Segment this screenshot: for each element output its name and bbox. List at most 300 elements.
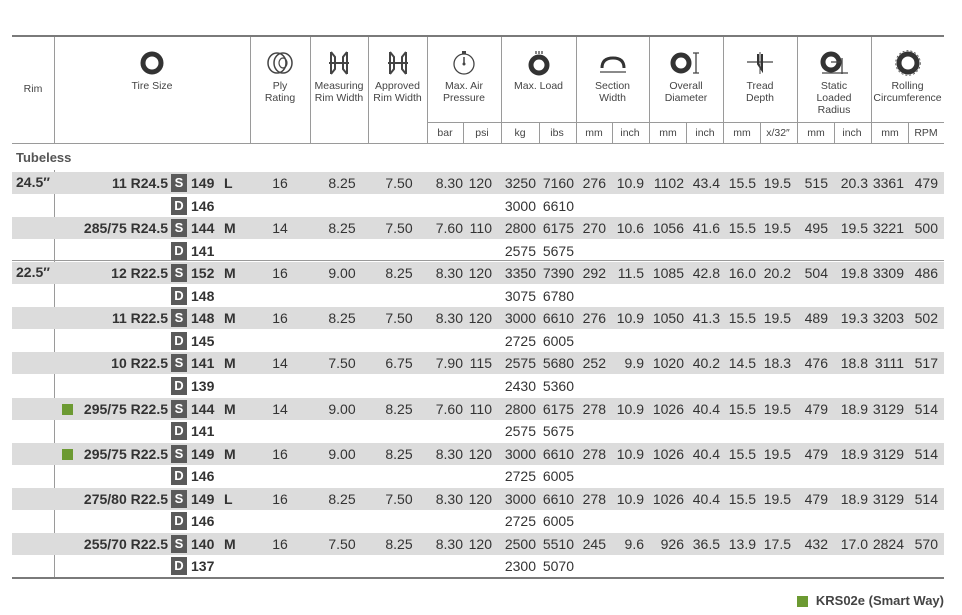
cell-ply (250, 555, 310, 577)
cell-lbs: 5360 (542, 377, 574, 394)
cell-sw-in (606, 555, 644, 577)
cell-sw-mm: 245 (582, 535, 606, 552)
cell-kg: 3000 (504, 490, 536, 507)
header-tire-size (54, 37, 250, 92)
cell-td-mm: 15.5 (728, 400, 756, 417)
section-tubeless: Tubeless (16, 150, 72, 165)
single-badge: S (171, 400, 187, 418)
unit-label: mm (585, 127, 603, 139)
cell-kg: 2800 (504, 220, 536, 237)
header-ply-label: Ply Rating (264, 80, 296, 104)
cell-od-mm (646, 330, 684, 352)
cell-td-mm: 13.9 (728, 535, 756, 552)
cell-kg: 2725 (504, 513, 536, 530)
cell-lbs: 6005 (542, 468, 574, 485)
cell-sw-mm: 292 (582, 265, 606, 282)
cell-ply (250, 420, 310, 442)
cell-slr-in (830, 240, 868, 262)
cell-ply: 16 (272, 310, 288, 327)
cell-slr-mm: 479 (804, 490, 828, 507)
cell-td-mm (718, 375, 756, 397)
dual-badge: D (171, 332, 187, 350)
cell-td-mm: 15.5 (728, 220, 756, 237)
tire-size-label: 10 R22.5 (111, 355, 168, 372)
tire-size-cell (60, 488, 250, 510)
cell-lbs: 6175 (542, 400, 574, 417)
table-row (12, 465, 944, 487)
cell-mrw (310, 375, 374, 397)
dual-badge: D (171, 422, 187, 440)
cell-psi (455, 330, 492, 352)
cell-ply: 14 (272, 400, 288, 417)
cell-psi (455, 240, 492, 262)
cell-od-mm: 1026 (652, 400, 684, 417)
cell-td-32 (753, 555, 791, 577)
cell-bar: 8.30 (435, 445, 463, 462)
unit-label: kg (514, 127, 526, 139)
cell-sw-mm: 276 (582, 310, 606, 327)
speed-symbol: M (224, 310, 236, 327)
cell-sw-mm: 278 (582, 445, 606, 462)
tire-size-cell (60, 307, 250, 329)
cell-mrw: 9.00 (328, 400, 356, 417)
cell-od-in (682, 195, 720, 217)
tire-size-cell (60, 262, 250, 284)
cell-od-in: 40.4 (692, 400, 720, 417)
header-measuring-label: Measuring Rim Width (314, 80, 364, 104)
cell-td-32 (753, 195, 791, 217)
dual-badge: D (171, 242, 187, 260)
cell-sw-in: 9.9 (624, 355, 644, 372)
cell-bar: 8.30 (435, 490, 463, 507)
header-measuring-rim-width (310, 37, 368, 104)
load-index: 145 (191, 332, 215, 349)
tire-size-cell (60, 420, 250, 442)
cell-slr-mm: 515 (804, 175, 828, 191)
diameter-icon (669, 50, 703, 76)
tire-icon (139, 50, 165, 76)
cell-rpm: 570 (914, 535, 938, 552)
cell-mrw: 8.25 (328, 490, 356, 507)
cell-od-in (682, 330, 720, 352)
cell-slr-mm (790, 330, 828, 352)
cell-sw-mm: 270 (582, 220, 606, 237)
cell-bar: 7.90 (435, 355, 463, 372)
load-index: 137 (191, 558, 215, 575)
cell-sw-in (606, 375, 644, 397)
cell-sw-in (606, 465, 644, 487)
tire-load-icon (526, 50, 552, 76)
header-section-label: Section Width (594, 80, 631, 104)
cell-kg: 3250 (504, 175, 536, 191)
cell-td-32: 19.5 (763, 400, 791, 417)
table-row (12, 307, 944, 329)
cell-sw-in: 10.6 (616, 220, 644, 237)
cell-rc-mm: 3129 (872, 400, 904, 417)
cell-td-32: 19.5 (763, 445, 791, 462)
load-index: 149 (191, 490, 215, 507)
tread-depth-icon (745, 50, 775, 76)
tire-ply-icon (265, 50, 295, 76)
cell-sw-in (606, 240, 644, 262)
cell-od-mm (646, 465, 684, 487)
single-badge: S (171, 309, 187, 327)
unit-label: inch (695, 127, 715, 139)
table-bottom-rule (12, 577, 944, 579)
load-index: 141 (191, 355, 215, 372)
header-pressure-label: Max. Air Pressure (442, 80, 485, 104)
cell-sw-mm (568, 195, 606, 217)
tire-size-cell (60, 465, 250, 487)
cell-td-32 (753, 510, 791, 532)
header-ply-rating (250, 37, 310, 104)
load-index: 141 (191, 242, 215, 259)
dual-badge: D (171, 512, 187, 530)
cell-psi (455, 510, 492, 532)
cell-bar: 8.30 (435, 265, 463, 282)
header-rim (12, 83, 54, 95)
cell-od-mm (646, 420, 684, 442)
tire-size-cell (60, 443, 250, 465)
rim-width-icon (327, 50, 351, 76)
cell-sw-mm (568, 240, 606, 262)
cell-psi: 120 (468, 445, 492, 462)
cell-mrw: 8.25 (328, 220, 356, 237)
load-index: 144 (191, 400, 215, 417)
cell-psi (455, 375, 492, 397)
cell-kg: 3000 (504, 310, 536, 327)
table-row (12, 330, 944, 352)
green-square-icon (797, 596, 808, 607)
cell-rc-mm (866, 465, 904, 487)
cell-ply (250, 465, 310, 487)
single-badge: S (171, 490, 187, 508)
table-row (12, 195, 944, 217)
cell-rpm (900, 420, 938, 442)
dual-badge: D (171, 197, 187, 215)
cell-slr-in: 17.0 (840, 535, 868, 552)
cell-td-mm (718, 240, 756, 262)
load-index: 149 (191, 175, 215, 191)
cell-rpm: 479 (914, 175, 938, 191)
cell-arw: 7.50 (385, 490, 413, 507)
cell-sw-in: 10.9 (616, 445, 644, 462)
cell-kg: 2575 (504, 242, 536, 259)
cell-slr-in: 19.3 (840, 310, 868, 327)
header-overall-diameter (649, 37, 723, 104)
dual-badge: D (171, 467, 187, 485)
cell-slr-mm: 504 (804, 265, 828, 282)
table-row (12, 398, 944, 420)
cell-ply: 14 (272, 220, 288, 237)
cell-arw: 8.25 (385, 265, 413, 282)
cell-td-32: 20.2 (763, 265, 791, 282)
cell-ply (250, 195, 310, 217)
cell-sw-in (606, 195, 644, 217)
cell-slr-mm (790, 510, 828, 532)
cell-slr-in (830, 330, 868, 352)
load-index: 146 (191, 513, 215, 530)
cell-od-mm (646, 240, 684, 262)
cell-slr-in: 18.9 (840, 490, 868, 507)
header-rim-label: Rim (23, 83, 43, 95)
cell-td-32 (753, 240, 791, 262)
header-approved-label: Approved Rim Width (373, 80, 422, 104)
table-row (12, 420, 944, 442)
cell-arw: 7.50 (385, 175, 413, 191)
cell-psi: 120 (468, 310, 492, 327)
cell-slr-mm: 489 (804, 310, 828, 327)
cell-sw-in: 10.9 (616, 310, 644, 327)
cell-od-in (682, 285, 720, 307)
cell-sw-mm: 278 (582, 490, 606, 507)
cell-slr-mm: 479 (804, 400, 828, 417)
cell-slr-mm: 495 (804, 220, 828, 237)
cell-td-32 (753, 375, 791, 397)
cell-rpm (900, 240, 938, 262)
rim-group-divider (12, 260, 944, 261)
table-row (12, 172, 944, 194)
unit-label: mm (659, 127, 677, 139)
cell-td-mm (718, 465, 756, 487)
cell-lbs: 5070 (542, 558, 574, 575)
load-index: 148 (191, 287, 215, 304)
header-section-width (576, 37, 649, 104)
cell-td-32: 19.5 (763, 310, 791, 327)
cell-psi (455, 465, 492, 487)
cell-rpm (900, 465, 938, 487)
single-badge: S (171, 174, 187, 192)
cell-arw: 8.25 (385, 400, 413, 417)
cell-lbs: 5680 (542, 355, 574, 372)
tire-size-cell (60, 533, 250, 555)
tire-size-label: 285/75 R24.5 (83, 220, 168, 237)
tire-size-label: 12 R22.5 (111, 265, 168, 282)
tire-size-cell (60, 510, 250, 532)
cell-td-mm: 14.5 (728, 355, 756, 372)
speed-symbol: L (224, 490, 233, 507)
header-tread-label: Tread Depth (745, 80, 775, 104)
tire-size-label: 11 R22.5 (111, 310, 168, 327)
cell-slr-in (830, 420, 868, 442)
cell-rc-mm (866, 420, 904, 442)
cell-rpm (900, 375, 938, 397)
cell-mrw: 7.50 (328, 535, 356, 552)
cell-bar: 7.60 (435, 400, 463, 417)
cell-td-mm: 15.5 (728, 490, 756, 507)
tire-size-cell (60, 195, 250, 217)
cell-od-in: 40.4 (692, 490, 720, 507)
cell-rc-mm: 3309 (872, 265, 904, 282)
cell-sw-mm: 252 (582, 355, 606, 372)
table-row (12, 240, 944, 262)
cell-lbs: 6610 (542, 445, 574, 462)
cell-slr-mm: 476 (804, 355, 828, 372)
cell-td-mm: 15.5 (728, 310, 756, 327)
cell-sw-in: 10.9 (616, 400, 644, 417)
cell-sw-mm (568, 285, 606, 307)
cell-od-mm: 1026 (652, 445, 684, 462)
cell-sw-mm: 276 (582, 175, 606, 191)
cell-rpm (900, 330, 938, 352)
cell-mrw: 7.50 (328, 355, 356, 372)
cell-mrw: 9.00 (328, 265, 356, 282)
legend-label: KRS02e (Smart Way) (815, 593, 944, 608)
cell-kg: 2500 (504, 535, 536, 552)
cell-rc-mm (866, 375, 904, 397)
cell-ply (250, 375, 310, 397)
cell-rpm (900, 555, 938, 577)
cell-lbs: 6175 (542, 220, 574, 237)
cell-lbs: 6005 (542, 513, 574, 530)
cell-sw-mm (568, 420, 606, 442)
tire-size-cell (60, 240, 250, 262)
cell-od-mm (646, 555, 684, 577)
speed-symbol: M (224, 220, 236, 237)
tire-size-cell (60, 172, 250, 194)
cell-ply (250, 510, 310, 532)
cell-arw: 8.25 (385, 535, 413, 552)
cell-td-mm (718, 555, 756, 577)
cell-rpm: 514 (914, 490, 938, 507)
cell-td-32: 19.5 (763, 220, 791, 237)
cell-slr-in (830, 285, 868, 307)
cell-od-mm: 1056 (652, 220, 684, 237)
cell-ply: 16 (272, 490, 288, 507)
cell-kg: 2575 (504, 423, 536, 440)
cell-od-in (682, 555, 720, 577)
cell-mrw (310, 420, 374, 442)
cell-od-mm (646, 195, 684, 217)
cell-rc-mm: 3221 (872, 220, 904, 237)
cell-slr-in (830, 555, 868, 577)
cell-slr-mm (790, 285, 828, 307)
cell-kg: 2430 (504, 377, 536, 394)
cell-od-mm: 1102 (653, 175, 684, 191)
cell-arw: 8.25 (385, 445, 413, 462)
header-max-load (501, 37, 576, 92)
cell-rc-mm: 3129 (872, 490, 904, 507)
load-index: 146 (191, 468, 215, 485)
table-row (12, 352, 944, 374)
cell-rc-mm: 3203 (872, 310, 904, 327)
header-radius-label: Static Loaded Radius (816, 80, 852, 116)
loaded-radius-icon (818, 50, 850, 76)
cell-lbs: 5675 (542, 242, 574, 259)
cell-od-in (682, 465, 720, 487)
cell-psi (455, 285, 492, 307)
cell-td-32 (753, 465, 791, 487)
single-badge: S (171, 219, 187, 237)
tire-size-cell (60, 398, 250, 420)
cell-sw-mm (568, 510, 606, 532)
cell-psi (455, 555, 492, 577)
cell-td-mm (718, 330, 756, 352)
load-index: 140 (191, 535, 215, 552)
cell-rc-mm (866, 555, 904, 577)
cell-sw-in (606, 510, 644, 532)
load-index: 146 (191, 197, 215, 214)
rolling-icon (895, 50, 921, 76)
cell-ply: 16 (272, 445, 288, 462)
unit-rule (427, 122, 944, 123)
cell-sw-in (606, 420, 644, 442)
load-index: 144 (191, 220, 215, 237)
speed-symbol: M (224, 355, 236, 372)
tire-size-label: 295/75 R22.5 (83, 445, 168, 462)
cell-psi: 120 (468, 175, 492, 191)
cell-rpm: 502 (914, 310, 938, 327)
cell-lbs: 6780 (542, 287, 574, 304)
cell-sw-mm: 278 (582, 400, 606, 417)
cell-rc-mm (866, 510, 904, 532)
unit-label: x/32″ (766, 127, 790, 139)
cell-mrw: 8.25 (328, 175, 356, 191)
cell-slr-in (830, 510, 868, 532)
tire-size-cell (60, 217, 250, 239)
cell-sw-in (606, 285, 644, 307)
header-tread-depth (723, 37, 797, 104)
green-square-icon (62, 449, 73, 460)
header-static-loaded-radius (797, 37, 871, 116)
single-badge: S (171, 264, 187, 282)
unit-label: bar (437, 127, 453, 139)
header-approved-rim-width (368, 37, 427, 104)
cell-mrw (310, 285, 374, 307)
header-tire-size-label: Tire Size (131, 80, 173, 92)
tread-width-icon (598, 50, 628, 76)
cell-td-32: 19.5 (763, 175, 791, 191)
cell-lbs: 5510 (542, 535, 574, 552)
cell-kg: 2725 (504, 332, 536, 349)
cell-lbs: 7160 (542, 175, 574, 191)
cell-od-in: 41.6 (692, 220, 720, 237)
cell-kg: 3000 (504, 445, 536, 462)
tire-size-label: 255/70 R22.5 (83, 535, 168, 552)
cell-sw-mm (568, 330, 606, 352)
cell-mrw (310, 510, 374, 532)
cell-mrw (310, 465, 374, 487)
cell-slr-mm (790, 555, 828, 577)
cell-td-32: 17.5 (763, 535, 791, 552)
cell-psi (455, 195, 492, 217)
tire-size-cell (60, 352, 250, 374)
load-index: 139 (191, 377, 215, 394)
header-diameter-label: Overall Diameter (664, 80, 708, 104)
table-row (12, 510, 944, 532)
cell-slr-mm (790, 240, 828, 262)
cell-td-32: 19.5 (763, 490, 791, 507)
unit-label: inch (842, 127, 862, 139)
cell-rc-mm (866, 285, 904, 307)
cell-mrw: 8.25 (328, 310, 356, 327)
cell-slr-mm: 479 (804, 445, 828, 462)
cell-od-in: 40.4 (692, 445, 720, 462)
cell-ply (250, 240, 310, 262)
header-rolling-label: Rolling Circumference (873, 80, 942, 104)
cell-lbs: 5675 (542, 423, 574, 440)
cell-slr-mm (790, 375, 828, 397)
cell-rc-mm: 3129 (872, 445, 904, 462)
cell-slr-in: 19.8 (840, 265, 868, 282)
cell-od-mm (646, 375, 684, 397)
rim-size-label: 22.5″ (16, 264, 50, 281)
cell-ply: 16 (272, 175, 288, 191)
cell-psi: 120 (468, 535, 492, 552)
cell-od-mm (646, 285, 684, 307)
cell-rc-mm (866, 240, 904, 262)
cell-od-in: 43.4 (692, 175, 720, 191)
